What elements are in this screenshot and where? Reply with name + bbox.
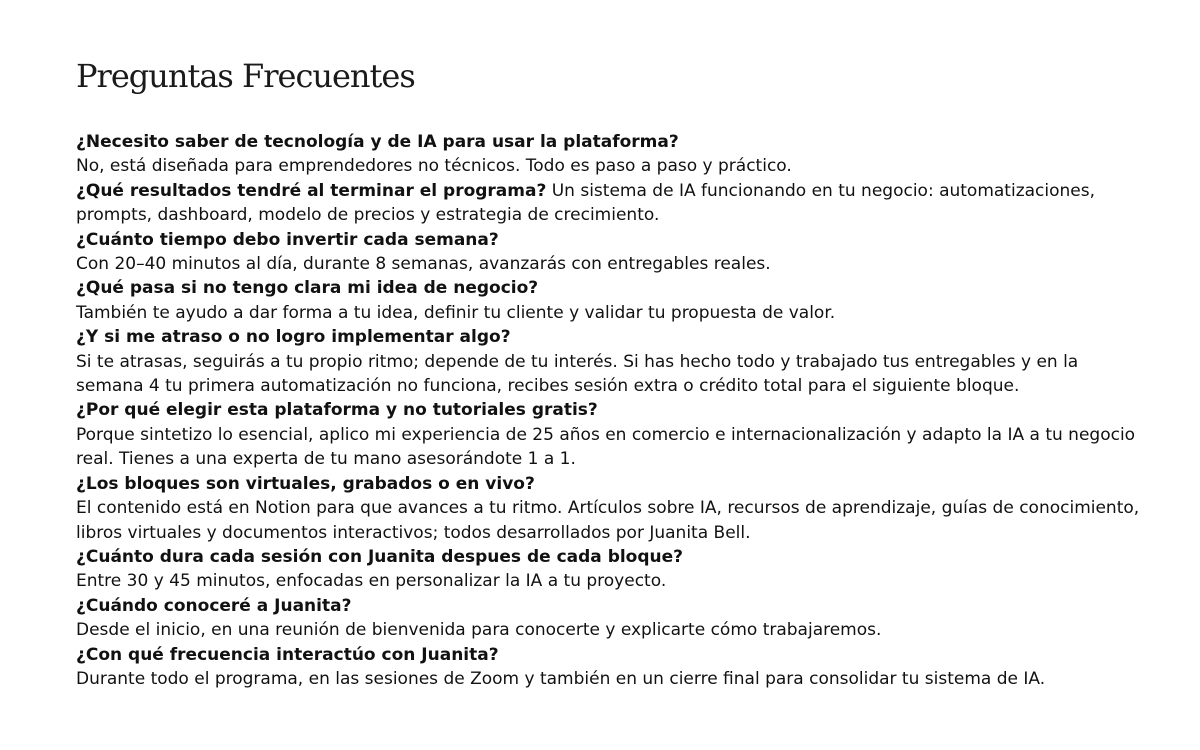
- faq-answer: Desde el inicio, en una reunión de bienvenida para conocerte y explicarte cómo trabajaremos.: [76, 620, 882, 641]
- faq-question: ¿Cuánto tiempo debo invertir cada semana?: [76, 229, 499, 250]
- faq-question: ¿Y si me atraso o no logro implementar algo?: [76, 327, 511, 348]
- faq-question: ¿Los bloques son virtuales, grabados o en vivo?: [76, 473, 535, 494]
- faq-item: [76, 398, 1146, 471]
- faq-page: [76, 56, 1146, 691]
- faq-item: [76, 325, 1146, 398]
- page-title: Preguntas Frecuentes: [76, 57, 415, 95]
- faq-answer: Durante todo el programa, en las sesiones de Zoom y también en un cierre final para consolidar tu sistema de IA.: [76, 668, 1046, 689]
- faq-question: ¿Por qué elegir esta plataforma y no tutoriales gratis?: [76, 400, 598, 421]
- faq-item: [76, 228, 1146, 277]
- faq-answer: Si te atrasas, seguirás a tu propio ritmo; depende de tu interés. Si has hecho todo y trabajado tus entregables y en la semana 4 tu primera automatización no funciona, recibes sesión extra o crédito total para el siguiente bloque.: [76, 351, 1079, 397]
- faq-item: [76, 276, 1146, 325]
- faq-question: ¿Cuánto dura cada sesión con Juanita despues de cada bloque?: [76, 546, 684, 567]
- faq-item: [76, 130, 1146, 179]
- faq-answer: Entre 30 y 45 minutos, enfocadas en personalizar la IA a tu proyecto.: [76, 571, 667, 592]
- faq-item: [76, 643, 1146, 692]
- faq-item: [76, 179, 1146, 228]
- faq-answer: Un sistema de IA funcionando en tu negocio: automatizaciones, prompts, dashboard, modelo de precios y estrategia de crecimiento.: [76, 180, 1096, 226]
- faq-question: ¿Necesito saber de tecnología y de IA para usar la plataforma?: [76, 132, 679, 152]
- faq-question: ¿Con qué frecuencia interactúo con Juanita?: [76, 644, 499, 665]
- faq-answer: Porque sintetizo lo esencial, aplico mi experiencia de 25 años en comercio e internacionalización y adapto la IA a tu negocio real. Tienes a una experta de tu mano asesorándote 1 a 1.: [76, 424, 1136, 470]
- faq-answer: El contenido está en Notion para que avances a tu ritmo. Artículos sobre IA, recursos de aprendizaje, guías de conocimiento, libros virtuales y documentos interactivos; todos desarrollados por Juanita Bell.: [76, 498, 1140, 543]
- faq-list: [76, 130, 1146, 691]
- faq-answer: Con 20–40 minutos al día, durante 8 semanas, avanzarás con entregables reales.: [76, 254, 771, 275]
- faq-question: ¿Qué pasa si no tengo clara mi idea de negocio?: [76, 278, 539, 299]
- faq-item: [76, 594, 1146, 643]
- faq-answer: No, está diseñada para emprendedores no técnicos. Todo es paso a paso y práctico.: [76, 156, 792, 177]
- faq-item: [76, 545, 1146, 594]
- faq-question: ¿Qué resultados tendré al terminar el programa?: [76, 180, 547, 201]
- faq-item: [76, 472, 1146, 545]
- faq-answer: También te ayudo a dar forma a tu idea, definir tu cliente y validar tu propuesta de valor.: [76, 302, 836, 323]
- faq-question: ¿Cuándo conoceré a Juanita?: [76, 595, 352, 616]
